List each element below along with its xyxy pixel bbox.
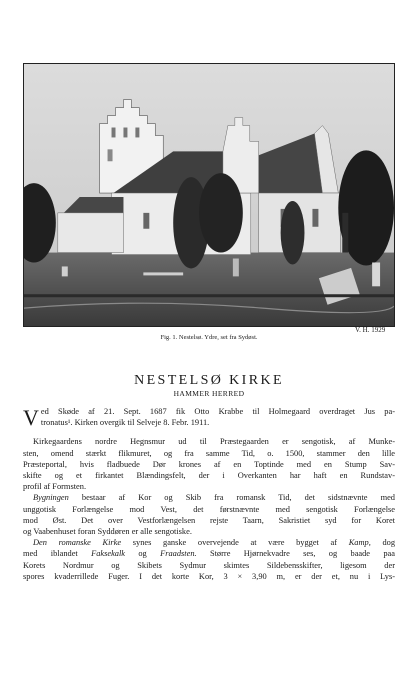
text-line [23,537,395,548]
text-span: bestaar af Kor og Skib fra romansk Tid, det sidstnævnte med [68,493,395,503]
church-photo-illustration [24,64,394,326]
text-line: Kirkegaardens nordre Hegnsmur ud til Præstegaarden er sengotisk, af Munke- [33,437,395,447]
text-line: spores kvaderrillede Fuger. I det korte Kor, 3 × 3,90 m, er der et, nu i Lys- [23,571,395,581]
text-span: med iblandet [23,549,92,559]
lead-line: tronatus¹. Kirken overgik til Selveje 8. Febr. 1911. [40,418,210,428]
italic-term: Bygningen [33,493,69,503]
paragraph-bygningen [23,492,395,537]
italic-term: Kamp, [348,538,371,548]
text-span: og [125,549,161,559]
text-line: Præsteportal, hvis fladbuede Dør krones af en Toptinde med en Stump Sav- [23,459,395,469]
italic-term: Fraadsten. [160,549,197,559]
text-line: sten, omend stærkt flikmuret, og fra samme Tid, o. 1500, stammer den lille [23,448,395,458]
paragraph-hegnsmur [23,436,395,492]
text-span: synes ganske overvejende at være bygget af [121,538,349,548]
page-subtitle: HAMMER HERRED [173,389,245,398]
text-line: unggotisk Forlængelse mod Vest, det førstnævnte med sengotisk Forlængelse [23,504,395,514]
lead-line: ed Skøde af 21. Sept. 1687 fik Otto Krabbe til Holmegaard overdraget Jus pa- [40,407,395,416]
text-line: profil af Formsten. [23,482,87,492]
italic-term: Faksekalk [91,549,126,559]
page-title: NESTELSØ KIRKE [134,373,284,388]
text-line: Korets Nordmur og Skibets Sydmur skimtes Sildebensskifter, ligesom der [23,560,395,570]
text-line [23,492,395,503]
text-line: mod Øst. Det over Vestforlængelsen rejste Taarn, Sakristiet syd for Koret [23,515,395,525]
text-line: og Vaabenhuset foran Syddøren er alle sengotiske. [23,527,192,537]
text-line [23,548,395,559]
photo-credit: V. H. 1929 [355,326,386,334]
italic-term: Den romanske Kirke [33,538,122,548]
text-span: dog [370,538,396,548]
lead-paragraph [23,406,395,428]
text-line: skifte og et firkantet Blændingsfelt, der i Overkanten har haft en Rundstav- [23,471,395,481]
drop-cap: V [23,405,39,430]
text-span: Større Hjørnekvadre ses, og baade paa [196,549,395,559]
figure-caption: Fig. 1. Nestelsø. Ydre, set fra Sydøst. [160,334,258,341]
body-text [23,406,395,582]
church-photograph [23,63,395,327]
paragraph-romanske-kirke [23,537,395,582]
